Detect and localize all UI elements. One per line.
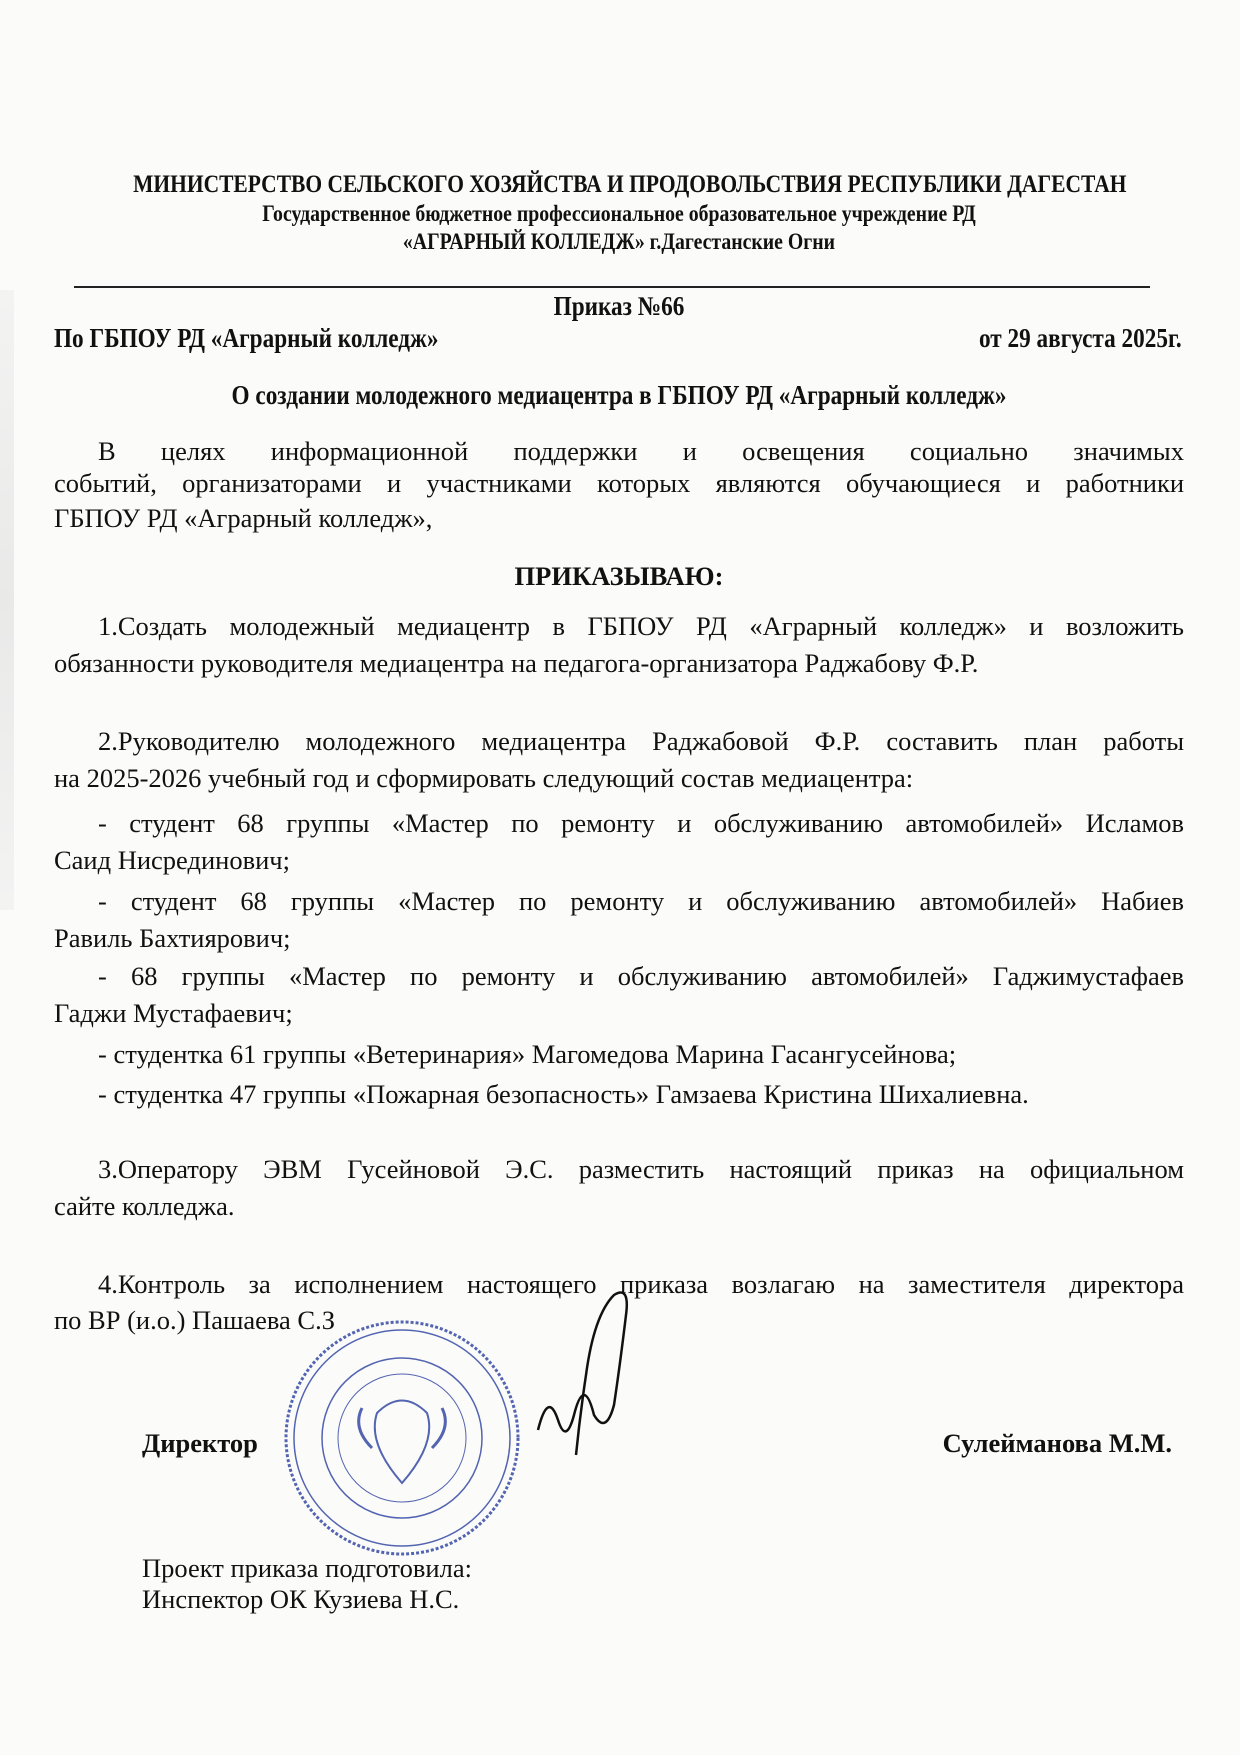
college-header: «АГРАРНЫЙ КОЛЛЕДЖ» г.Дагестанские Огни <box>402 229 836 254</box>
member-line: - студентка 47 группы «Пожарная безопасность» Гамзаева Кристина Шихалиевна. <box>98 1079 1029 1109</box>
scan-edge <box>0 290 14 910</box>
preamble-line: В целях информационной поддержки и освещения социально значимых <box>98 436 1184 466</box>
header-divider <box>74 286 1150 288</box>
item-1-line: 1.Создать молодежный медиацентр в ГБПОУ РД «Аграрный колледж» и возложить <box>98 611 1184 641</box>
item-2-line: 2.Руководителю молодежного медиацентра Раджабовой Ф.Р. составить план работы <box>98 726 1184 756</box>
member-line: Саид Нисрединович; <box>54 845 290 875</box>
official-stamp <box>282 1318 522 1558</box>
signatory-position: Директор <box>142 1428 258 1458</box>
item-3-line: сайте колледжа. <box>54 1191 235 1221</box>
member-line: - студент 68 группы «Мастер по ремонту и обслуживанию автомобилей» Исламов <box>98 808 1184 838</box>
member-line: Гаджи Мустафаевич; <box>54 998 293 1028</box>
member-line: - студентка 61 группы «Ветеринария» Магомедова Марина Гасангусейнова; <box>98 1039 957 1069</box>
institution-header: Государственное бюджетное профессиональное образовательное учреждение РД <box>262 201 976 226</box>
member-line: - 68 группы «Мастер по ремонту и обслуживанию автомобилей» Гаджимустафаев <box>98 961 1184 991</box>
member-line: - студент 68 группы «Мастер по ремонту и обслуживанию автомобилей» Набиев <box>98 886 1184 916</box>
ministry-header: МИНИСТЕРСТВО СЕЛЬСКОГО ХОЗЯЙСТВА И ПРОДОВОЛЬСТВИЯ РЕСПУБЛИКИ ДАГЕСТАН <box>133 171 1127 198</box>
item-4-line: 4.Контроль за исполнением настоящего приказа возлагаю на заместителя директора <box>98 1269 1184 1299</box>
member-line: Равиль Бахтиярович; <box>54 923 291 953</box>
decree-heading: ПРИКАЗЫВАЮ: <box>514 561 724 591</box>
order-subject: О создании молодежного медиацентра в ГБПОУ РД «Аграрный колледж» <box>231 380 1007 410</box>
preamble-line: событий, организаторами и участниками которых являются обучающиеся и работники <box>54 468 1184 498</box>
prepared-by: Инспектор ОК Кузиева Н.С. <box>142 1584 460 1614</box>
item-2-line: на 2025-2026 учебный год и сформировать следующий состав медиацентра: <box>54 763 914 793</box>
order-date: от 29 августа 2025г. <box>979 323 1182 353</box>
item-1-line: обязанности руководителя медиацентра на педагога-организатора Раджабову Ф.Р. <box>54 648 979 678</box>
preamble-line: ГБПОУ РД «Аграрный колледж», <box>54 503 433 533</box>
order-org: По ГБПОУ РД «Аграрный колледж» <box>54 323 439 353</box>
prepared-label: Проект приказа подготовила: <box>142 1553 472 1583</box>
item-3-line: 3.Оператору ЭВМ Гусейновой Э.С. разместить настоящий приказ на официальном <box>98 1154 1184 1184</box>
item-4-line: по ВР (и.о.) Пашаева С.З <box>54 1305 336 1335</box>
order-title: Приказ №66 <box>553 291 685 321</box>
director-signature <box>530 1290 650 1480</box>
signatory-name: Сулейманова М.М. <box>942 1428 1172 1458</box>
